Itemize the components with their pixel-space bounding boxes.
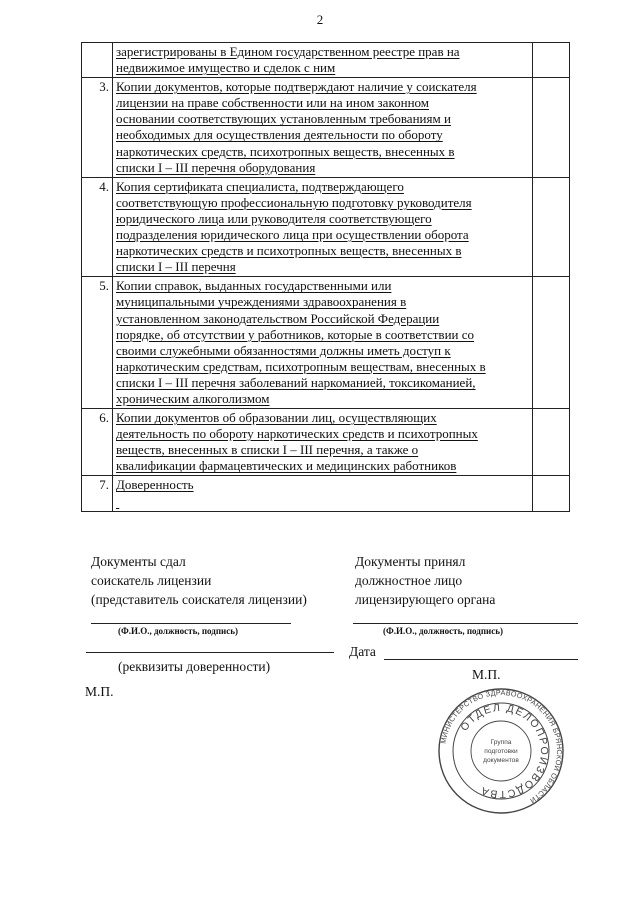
table-row <box>82 476 570 511</box>
description-line: порядке, об отсутствии у работников, которые в соответствии со <box>116 326 475 342</box>
row-description <box>113 409 533 476</box>
description-line: зарегистрированы в Едином государственном реестре прав на <box>116 44 460 59</box>
row-description <box>113 43 533 78</box>
description-line: Копии справок, выданных государственными или <box>116 278 392 294</box>
description-line: своими служебными обязанностями должны иметь доступ к <box>116 342 451 358</box>
row-number: 5. <box>82 277 113 409</box>
description-line: списки I – III перечня <box>116 259 236 275</box>
mark-cell <box>533 476 570 511</box>
row-description <box>113 476 533 511</box>
row-description <box>113 78 533 178</box>
receiver-line-3: лицензирующего органа <box>355 592 496 607</box>
description-line: Доверенность <box>116 477 194 493</box>
stamp-center-line-3: документов <box>483 757 519 764</box>
description-line: муниципальными учреждениями здравоохранения в <box>116 294 407 310</box>
description-line: необходимых для осуществления деятельности по обороту <box>116 127 443 143</box>
left-seal-label: М.П. <box>85 684 114 699</box>
receiver-block <box>355 552 495 609</box>
table-row <box>82 43 570 78</box>
receiver-line-1: Документы принял <box>355 554 466 569</box>
stamp-ring-text: ОТДЕЛ ДЕЛОПРОИЗВОДСТВА <box>458 701 551 801</box>
submitter-block <box>91 552 307 609</box>
description-line: недвижимое имущество и сделок с ним <box>116 60 336 76</box>
description-line: наркотических средств, психотропных веществ, внесенных в <box>116 143 455 159</box>
mark-cell <box>533 78 570 178</box>
row-number: 4. <box>82 177 113 277</box>
submitter-line-3: (представитель соискателя лицензии) <box>91 592 307 607</box>
submitter-caption: (Ф.И.О., должность, подпись) <box>118 626 238 636</box>
description-line: списки I – III перечня заболеваний наркоманией, токсикоманией, <box>116 374 476 390</box>
receiver-caption: (Ф.И.О., должность, подпись) <box>383 626 503 636</box>
organization-stamp <box>437 687 565 815</box>
description-line: лицензии на праве собственности или на ином законном <box>116 95 430 111</box>
right-seal-label: М.П. <box>472 667 501 682</box>
power-of-attorney-line <box>86 652 334 653</box>
description-line: наркотическим средствам, психотропным веществам, внесенных в <box>116 358 486 374</box>
row-number <box>82 43 113 78</box>
description-line: списки I – III перечня оборудования <box>116 159 316 175</box>
mark-cell <box>533 277 570 409</box>
submitter-line-1: Документы сдал <box>91 554 186 569</box>
power-of-attorney-caption: (реквизиты доверенности) <box>118 659 271 674</box>
receiver-signature-line <box>353 623 578 624</box>
description-line: деятельность по обороту наркотических средств и психотропных <box>116 426 478 442</box>
mark-cell <box>533 409 570 476</box>
table-row <box>82 409 570 476</box>
description-line: наркотических средств и психотропных веществ, внесенных в <box>116 243 462 259</box>
stamp-center-line-1: Группа <box>490 739 512 746</box>
submitter-line-2: соискатель лицензии <box>91 573 212 588</box>
description-line: юридического лица или руководителя соответствующего <box>116 210 432 226</box>
row-description <box>113 277 533 409</box>
date-line <box>384 659 578 660</box>
description-line: Копии документов об образовании лиц, осуществляющих <box>116 410 437 426</box>
description-line: основании соответствующих установленным требованиям и <box>116 111 451 127</box>
table-row <box>82 177 570 277</box>
description-line: хроническим алкоголизмом <box>116 390 270 406</box>
mark-cell <box>533 43 570 78</box>
description-line: соответствующую профессиональную подготовку руководителя <box>116 194 472 210</box>
stamp-center-line-2: подготовки <box>484 748 518 755</box>
mark-cell <box>533 177 570 277</box>
documents-table <box>81 42 570 512</box>
submitter-signature-line <box>91 623 291 624</box>
stamp-outer-text: МИНИСТЕРСТВО ЗДРАВООХРАНЕНИЯ БРЯНСКОЙ ОБЛАСТИ <box>438 687 565 806</box>
description-line: Копии документов, которые подтверждают наличие у соискателя <box>116 79 477 95</box>
row-number: 7. <box>82 476 113 511</box>
table-row <box>82 277 570 409</box>
description-line: подразделения юридического лица при осуществлении оборота <box>116 227 469 243</box>
table-row <box>82 78 570 178</box>
row-number: 3. <box>82 78 113 178</box>
date-label: Дата <box>349 644 376 659</box>
description-line <box>116 494 529 510</box>
description-line: Копия сертификата специалиста, подтверждающего <box>116 178 404 194</box>
receiver-line-2: должностное лицо <box>355 573 463 588</box>
description-line: квалификации фармацевтических и медицинских работников <box>116 458 457 474</box>
row-number: 6. <box>82 409 113 476</box>
row-description <box>113 177 533 277</box>
page-number: 2 <box>316 12 324 27</box>
description-line: веществ, внесенных в списки I – III перечня, а также о <box>116 442 419 458</box>
description-line: установленном законодательством Российской Федерации <box>116 310 440 326</box>
